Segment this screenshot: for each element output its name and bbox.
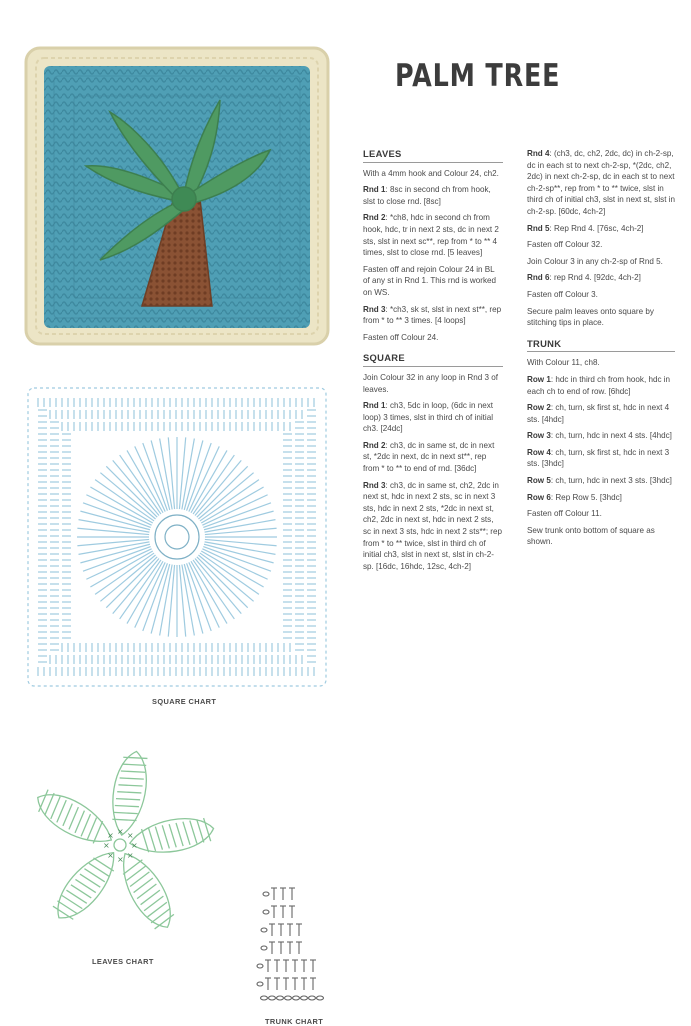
page-title: PALM TREE [395, 58, 561, 94]
square-chart [24, 384, 330, 690]
step-label: Row 2 [527, 403, 551, 413]
instruction-paragraph [363, 168, 503, 180]
instruction-paragraph [363, 400, 503, 435]
step-label: Row 6 [527, 492, 551, 502]
instruction-paragraph [527, 306, 675, 329]
instruction-paragraph [527, 148, 675, 218]
step-label: Rnd 5 [527, 223, 550, 233]
svg-text:×: × [107, 850, 114, 860]
step-text: : ch3, 5dc in loop, (6dc in next loop) 3 times, slst in third ch of initial ch3. [24dc] [363, 401, 494, 434]
square-chart-caption: SQUARE CHART [152, 697, 217, 706]
trunk-chart-caption: TRUNK CHART [265, 1017, 324, 1026]
instruction-paragraph [527, 272, 675, 284]
instruction-paragraph [527, 374, 675, 397]
svg-text:×: × [117, 855, 124, 864]
step-text: Fasten off Colour 11. [527, 509, 602, 519]
leaves-chart-caption: LEAVES CHART [92, 957, 154, 966]
instruction-paragraph [527, 289, 675, 301]
instruction-paragraph [363, 264, 503, 299]
step-text: With a 4mm hook and Colour 24, ch2. [363, 168, 499, 178]
step-text: : ch, turn, sk first st, hdc in next 3 sts. [3hdc] [527, 447, 670, 469]
step-text: Fasten off Colour 32. [527, 240, 603, 250]
step-label: Row 4 [527, 447, 551, 457]
step-text: : Rep Rnd 4. [76sc, 4ch-2] [549, 223, 644, 233]
section-square-continued [527, 148, 675, 329]
step-text: : *ch8, hdc in second ch from hook, hdc, tr in next 2 sts, dc in next 2 sts, slst in next sc**, rep from * to ** 4 times, slst to close rnd. [5 leaves] [363, 213, 499, 258]
instructions-column-2 [527, 148, 675, 553]
step-text: : rep Rnd 4. [92dc, 4ch-2] [549, 273, 641, 283]
step-text: Fasten off Colour 24. [363, 332, 439, 342]
instruction-paragraph [363, 332, 503, 344]
instruction-paragraph [363, 480, 503, 573]
step-label: Row 3 [527, 431, 551, 441]
step-text: With Colour 11, ch8. [527, 358, 600, 368]
instruction-paragraph [363, 212, 503, 258]
step-text: : ch, turn, hdc in next 4 sts. [4hdc] [550, 431, 672, 441]
instruction-paragraph [527, 492, 675, 504]
instruction-paragraph [527, 508, 675, 520]
svg-text:×: × [131, 841, 138, 850]
section-heading: LEAVES [363, 148, 503, 163]
step-label: Row 5 [527, 476, 551, 486]
step-label: Rnd 1 [363, 401, 386, 411]
step-text: Sew trunk onto bottom of square as shown. [527, 525, 655, 547]
instruction-paragraph [527, 447, 675, 470]
instruction-paragraph [363, 440, 503, 475]
section-trunk [527, 338, 675, 548]
step-label: Rnd 2 [363, 213, 386, 223]
leaves-chart [20, 740, 220, 950]
step-label: Rnd 2 [363, 440, 386, 450]
section-heading: TRUNK [527, 338, 675, 353]
step-text: : ch, turn, hdc in next 3 sts. [3hdc] [550, 476, 672, 486]
svg-text:×: × [103, 841, 110, 850]
step-text: : ch3, dc in same st, dc in next st, *2dc in next, dc in next st**, rep from * to ** to end of rnd. [36dc] [363, 440, 495, 474]
step-text: Join Colour 3 in any ch-2-sp of Rnd 5. [527, 256, 663, 266]
step-text: : ch3, dc in same st, ch2, 2dc in next st, hdc in next 2 sts, sc in next 3 sts, hdc in next 2 sts, *2dc in next st, ch2, 2dc in next st, hdc in next 2 sts, sc in next 3 sts, hdc in next 2 sts**; rep from * to ** twice, slst in third ch of initial ch3, slst in next st, slst in ch-2-sp. [16dc, 16hdc, 12sc, 4ch-2] [363, 480, 503, 571]
step-label: Rnd 1 [363, 185, 386, 195]
section-heading: SQUARE [363, 352, 503, 367]
step-label: Rnd 3 [363, 304, 386, 314]
step-label: Rnd 6 [527, 273, 550, 283]
instruction-paragraph [527, 402, 675, 425]
step-text: : (ch3, dc, ch2, 2dc, dc) in ch-2-sp, dc in each st to next ch-2-sp, *(2dc, ch2, 2dc) in next ch-2-sp, dc in each st to next ch-2-sp**, rep from * to ** twice, slst in third ch of initial ch3, slst in next st, slst in ch-2-sp. [60dc, 4ch-2] [527, 149, 675, 216]
svg-text:×: × [107, 831, 114, 841]
instruction-paragraph [527, 256, 675, 268]
instruction-paragraph [527, 525, 675, 548]
instruction-paragraph [527, 430, 675, 442]
instruction-paragraph [363, 184, 503, 207]
step-label: Rnd 3 [363, 480, 386, 490]
svg-text:×: × [126, 850, 134, 860]
step-text: : ch, turn, sk first st, hdc in next 4 sts. [4hdc] [527, 403, 670, 424]
step-text: : 8sc in second ch from hook, slst to close rnd. [8sc] [363, 185, 491, 206]
svg-text:×: × [117, 827, 124, 836]
step-text: Join Colour 32 in any loop in Rnd 3 of leaves. [363, 372, 498, 394]
section-leaves [363, 148, 503, 343]
instruction-paragraph [527, 223, 675, 235]
instruction-paragraph [527, 239, 675, 251]
section-square [363, 352, 503, 572]
step-text: Fasten off Colour 3. [527, 289, 598, 299]
instructions-column-1 [363, 148, 503, 577]
instruction-paragraph [527, 475, 675, 487]
crochet-square-photo [22, 44, 332, 349]
instruction-paragraph [363, 372, 503, 395]
step-text: : hdc in third ch from hook, hdc in each ch to end of row. [6hdc] [527, 374, 671, 396]
instruction-paragraph [363, 304, 503, 327]
step-label: Rnd 4 [527, 149, 550, 158]
step-text: Fasten off and rejoin Colour 24 in BL of any st in Rnd 1. This rnd is worked on WS. [363, 264, 497, 297]
step-text: : *ch3, sk st, slst in next st**, rep from * to ** 3 times. [4 loops] [363, 304, 502, 326]
step-label: Row 1 [527, 374, 551, 384]
step-text: Secure palm leaves onto square by stitching tips in place. [527, 306, 654, 328]
trunk-chart [250, 880, 340, 1005]
instruction-paragraph [527, 357, 675, 369]
svg-text:×: × [126, 831, 134, 841]
step-text: : Rep Row 5. [3hdc] [550, 492, 622, 502]
